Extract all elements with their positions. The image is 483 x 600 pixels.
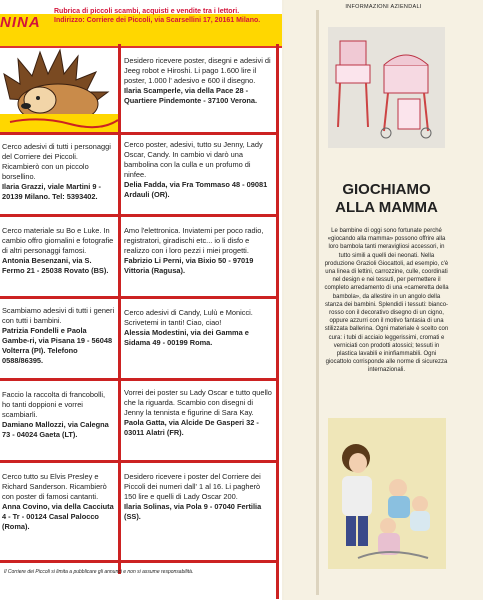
classified-ad xyxy=(2,472,115,532)
ad-text: Cerco materiale su Bo e Luke. In cambio offro giornalini e fotografie di altri personaggi famosi. xyxy=(2,226,114,255)
ad-text: Faccio la raccolta di francobolli, ho tanti doppioni e vorrei scambiarli. xyxy=(2,390,106,419)
banner-subtitle xyxy=(54,7,279,25)
right-edge-divider xyxy=(276,44,279,599)
row-divider-1 xyxy=(0,132,279,135)
classified-ad xyxy=(124,140,274,200)
ad-text: Amo l'elettronica. Inviatemi per poco radio, registratori, giradischi etc... io li disfo e realizzo con i loro pezzi i miei progetti. xyxy=(124,226,264,255)
classified-ad xyxy=(2,306,115,366)
ad-text: Cerco adesivi di Candy, Lulù e Monicci. Scrivetemi in tanti! Ciao, ciao! xyxy=(124,308,253,327)
row-divider-6 xyxy=(0,560,279,563)
ad-text: Desidero ricevere i poster del Corriere dei Piccoli dei numeri dall' 1 al 16. Li pagherò 150 lire e quelli di Lady Oscar 200. xyxy=(124,472,261,501)
classified-ad xyxy=(124,308,274,348)
headline-line2: ALLA MAMMA xyxy=(335,199,438,216)
ad-text: Vorrei dei poster su Lady Oscar e tutto quello che la riguarda. Scambio con disegni di Jenny la tennista e figurine di Sara Kay. xyxy=(124,388,272,417)
ad-text: Scambiamo adesivi di tutti i generi con tutti i bambini. xyxy=(2,306,115,325)
ad-text: Cerco poster, adesivi, tutto su Jenny, Lady Oscar, Candy. In cambio vi darò una bambolina con la culla e un profumo di ninfee. xyxy=(124,140,263,179)
classified-ad xyxy=(2,226,115,276)
banner-subtitle-line1: Rubrica di piccoli scambi, acquisti e vendite tra i lettori. xyxy=(54,8,240,15)
banner-subtitle-line2: Indirizzo: Corriere dei Piccoli, via Scarsellini 17, 20161 Milano. xyxy=(54,17,261,24)
classified-ad xyxy=(2,390,115,440)
ad-text: Cerco adesivi di tutti i personaggi del Corriere dei Piccoli. Ricambierò con un piccolo borsellino. xyxy=(2,142,111,181)
row-divider-3 xyxy=(0,296,279,299)
advertorial-body: Le bambine di oggi sono fortunate perché «giocando alla mamma» possono offrire alla loro bambola tanti meravigliosi accessori, in tutto simili a quelli dei neonati. Nella produzione Grazioli Giocattoli, ad esempio, c'è una linea di lettini, carrozzine, culle, coordinati nel design e nei tessuti, per permettere il completo arredamento di una «cameretta della bambola», da allestire in un angolo della stanza dei bambini. Splendidi i tessuti: bianco-rosso con il decorativo disegno di un cigno, oppure azzurri con il motivo fantasia di una stilizzata ballerina. Ogni materiale è scelto con cura: i tubi di acciaio leggerissimi, cromati e verniciati con prodotti atossici; tessuti in plastica lavabili e ininfiammabili. Ogni giocattolo corrisponde alle norme di sicurezza internazionali. xyxy=(324,228,449,374)
ad-contact: Ilaria Scamperle, via della Pace 28 - Quartiere Pindemonte - 37100 Verona. xyxy=(124,86,258,105)
row-divider-4 xyxy=(0,378,279,381)
ad-contact: Anna Covino, via della Cacciuta 4 - Tr - 00124 Casal Palocco (Roma). xyxy=(2,502,114,531)
ad-contact: Alessia Modestini, via dei Gamma e Sidama 49 - 00199 Roma. xyxy=(124,328,249,347)
classified-ad xyxy=(124,388,274,438)
banner-title: NINA xyxy=(0,14,41,31)
headline-line1: GIOCHIAMO xyxy=(342,181,431,198)
classified-ad xyxy=(2,142,115,202)
ad-contact: Paola Gatta, via Alcide De Gasperi 32 - 03011 Alatri (FR). xyxy=(124,418,259,437)
ad-contact: Damiano Mallozzi, via Calegna 73 - 04024 Gaeta (LT). xyxy=(2,420,109,439)
doll-furniture-photo xyxy=(328,27,445,148)
classified-ad xyxy=(124,226,274,276)
section-header: INFORMAZIONI AZIENDALI xyxy=(345,4,422,10)
ad-contact: Ilaria Solinas, via Pola 9 - 07040 Fertilia (SS). xyxy=(124,502,262,521)
ad-contact: Fabrizio Li Perni, via Bixio 50 - 97019 Vittoria (Ragusa). xyxy=(124,256,254,275)
ad-contact: Antonia Besenzani, via S. Fermo 21 - 25038 Rovato (BS). xyxy=(2,256,109,275)
hedgehog-illustration xyxy=(0,44,118,132)
classified-ad xyxy=(124,56,274,106)
child-with-dolls-photo xyxy=(328,418,446,569)
advertorial-border xyxy=(316,10,319,595)
disclaimer-footer: Il Corriere dei Piccoli si limita a pubblicare gli annunci e non si assume responsabilità. xyxy=(4,569,194,575)
ad-contact: Ilaria Grazzi, viale Martini 9 - 20139 Milano. Tel: 5393402. xyxy=(2,182,101,201)
ad-contact: Patrizia Fondelli e Paola Gambe-ri, via Pisana 19 - 56048 Volterra (PI). Telefono 0588/86395. xyxy=(2,326,113,365)
column-divider xyxy=(118,44,121,574)
ad-text: Cerco tutto su Elvis Presley e Richard Sanderson. Ricambierò con poster di famosi cantanti. xyxy=(2,472,107,501)
row-divider-2 xyxy=(0,214,279,217)
row-divider-5 xyxy=(0,460,279,463)
ad-text: Desidero ricevere poster, disegni e adesivi di Jeeg robot e Hiroshi. Li pago 1.600 lire il poster, 1.000 l' adesivo e 600 il disegno. xyxy=(124,56,271,85)
classified-ad xyxy=(124,472,274,522)
ad-contact: Delia Fadda, via Fra Tommaso 48 - 09081 Ardauli (OR). xyxy=(124,180,268,199)
